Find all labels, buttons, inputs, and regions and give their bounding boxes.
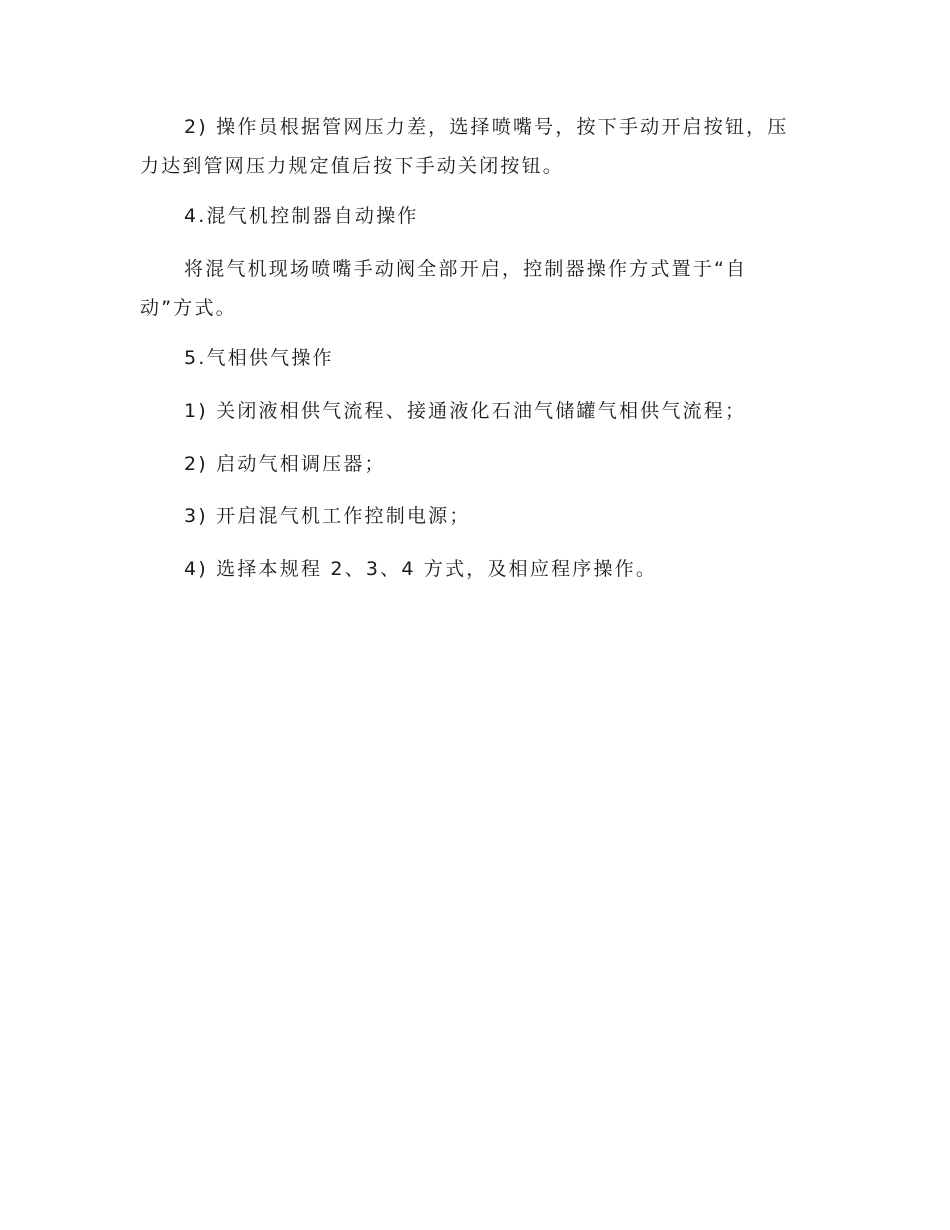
list-item-text: 2) 启动气相调压器； [184, 453, 386, 475]
list-item-step-1 [140, 392, 810, 431]
paragraph-line: 力达到管网压力规定值后按下手动关闭按钮。 [140, 155, 565, 177]
paragraph-manual-operation-step-2 [140, 108, 810, 186]
paragraph-auto-operation [140, 250, 810, 328]
heading-text: 4.混气机控制器自动操作 [184, 205, 419, 227]
paragraph-line: 2) 操作员根据管网压力差，选择喷嘴号，按下手动开启按钮，压 [184, 116, 789, 138]
heading-text: 5.气相供气操作 [184, 347, 334, 369]
paragraph-line: 将混气机现场喷嘴手动阀全部开启，控制器操作方式置于“自 [184, 258, 748, 280]
list-item-text: 3) 开启混气机工作控制电源； [184, 505, 471, 527]
list-item-text: 1) 关闭液相供气流程、接通液化石油气储罐气相供气流程； [184, 400, 747, 422]
list-item-step-4 [140, 550, 810, 589]
list-item-text: 4) 选择本规程 2、3、4 方式，及相应程序操作。 [184, 558, 658, 580]
paragraph-line: 动”方式。 [140, 297, 237, 319]
list-item-step-2 [140, 445, 810, 484]
section-heading-auto-operation [140, 197, 810, 236]
section-heading-gas-phase-supply [140, 339, 810, 378]
list-item-step-3 [140, 497, 810, 536]
